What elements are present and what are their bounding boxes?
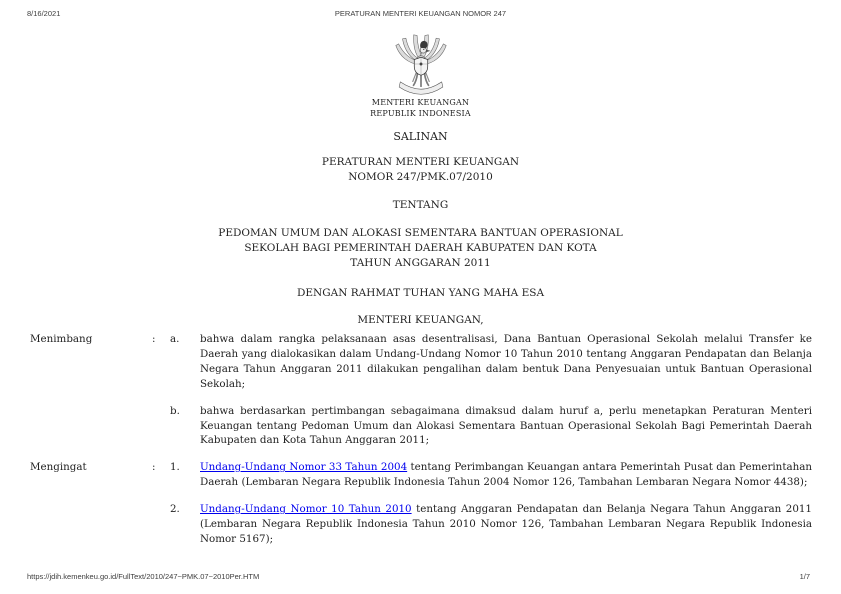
- subject-line: PEDOMAN UMUM DAN ALOKASI SEMENTARA BANTUAN OPERASIONAL: [218, 227, 623, 239]
- regulation-number: NOMOR 247/PMK.07/2010: [348, 171, 493, 183]
- recalling-block: [30, 460, 812, 547]
- item-text: bahwa dalam rangka pelaksanaan asas desentralisasi, Dana Bantuan Operasional Sekolah melalui Transfer ke Daerah yang dialokasikan dalam Undang-Undang Nomor 10 Tahun 2010 tentang Anggaran Pendapatan dan Belanja Negara Tahun Anggaran 2011 dilakukan pengalihan dalam bentuk Dana Penyesuaian untuk Bantuan Operasional Sekolah;: [200, 333, 812, 390]
- print-date: 8/16/2021: [27, 9, 61, 18]
- law-link-uu-33-2004[interactable]: Undang-Undang Nomor 33 Tahun 2004: [200, 461, 408, 474]
- clauses-section: [30, 332, 812, 547]
- salinan-label: SALINAN: [393, 130, 448, 143]
- subject-line: TAHUN ANGGARAN 2011: [350, 257, 491, 269]
- tentang-label: TENTANG: [392, 199, 449, 211]
- authority-line: MENTERI KEUANGAN,: [357, 314, 484, 326]
- recalling-item-2: [170, 502, 812, 547]
- recalling-item-1: [170, 460, 812, 490]
- regulation-title-line1: PERATURAN MENTERI KEUANGAN: [321, 156, 520, 168]
- print-footer: [27, 572, 810, 581]
- print-header-title: PERATURAN MENTERI KEUANGAN NOMOR 247: [334, 9, 507, 18]
- considering-block: [30, 332, 812, 448]
- document-body: [0, 26, 841, 547]
- footer-url: https://jdih.kemenkeu.go.id/FullText/2010/247~PMK.07~2010Per.HTM: [27, 572, 260, 581]
- regulation-title: [0, 155, 841, 185]
- invocation-line: DENGAN RAHMAT TUHAN YANG MAHA ESA: [296, 287, 545, 299]
- recalling-colon: :: [152, 461, 156, 474]
- footer-page-indicator: 1/7: [799, 572, 810, 581]
- subject-line: SEKOLAH BAGI PEMERINTAH DAERAH KABUPATEN DAN KOTA: [244, 242, 597, 254]
- item-text: [200, 460, 812, 490]
- item-text-rest: tentang Anggaran Pendapatan dan Belanja Negara Tahun Anggaran 2011 (Lembaran Negara Republik Indonesia Tahun 2010 Nomor 126, Tambahan Lembaran Negara Republik Indonesia Nomor 5167);: [200, 503, 812, 545]
- considering-colon: :: [152, 333, 156, 345]
- print-header: [27, 9, 814, 20]
- item-marker: b.: [170, 404, 180, 417]
- republic-name: REPUBLIK INDONESIA: [370, 108, 471, 118]
- emblem-block: [0, 32, 841, 119]
- item-marker: 1.: [170, 461, 180, 474]
- item-text-rest: tentang Perimbangan Keuangan antara Pemerintah Pusat dan Pemerintahan Daerah (Lembaran Negara Republik Indonesia Tahun 2004 Nomor 126, Tambahan Lembaran Negara Nomor 4438);: [200, 461, 812, 489]
- item-marker: a.: [170, 333, 180, 345]
- item-text: bahwa berdasarkan pertimbangan sebagaimana dimaksud dalam huruf a, perlu menetapkan Peraturan Menteri Keuangan tentang Pedoman Umum dan Alokasi Sementara Bantuan Operasional Sekolah Bagi Pemerintah Daerah Kabupaten dan Kota Tahun Anggaran 2011;: [200, 404, 812, 447]
- regulation-subject: [0, 226, 841, 271]
- item-text: [200, 502, 812, 547]
- emblem-caption: [0, 98, 841, 119]
- ministry-name: MENTERI KEUANGAN: [371, 98, 470, 107]
- garuda-pancasila-icon: [393, 32, 449, 96]
- item-marker: 2.: [170, 503, 180, 516]
- considering-item-a: [170, 332, 812, 392]
- law-link-uu-10-2010[interactable]: Undang-Undang Nomor 10 Tahun 2010: [200, 503, 412, 516]
- considering-label: Menimbang: [30, 333, 93, 345]
- considering-item-b: [170, 404, 812, 449]
- recalling-label: Mengingat: [30, 461, 87, 474]
